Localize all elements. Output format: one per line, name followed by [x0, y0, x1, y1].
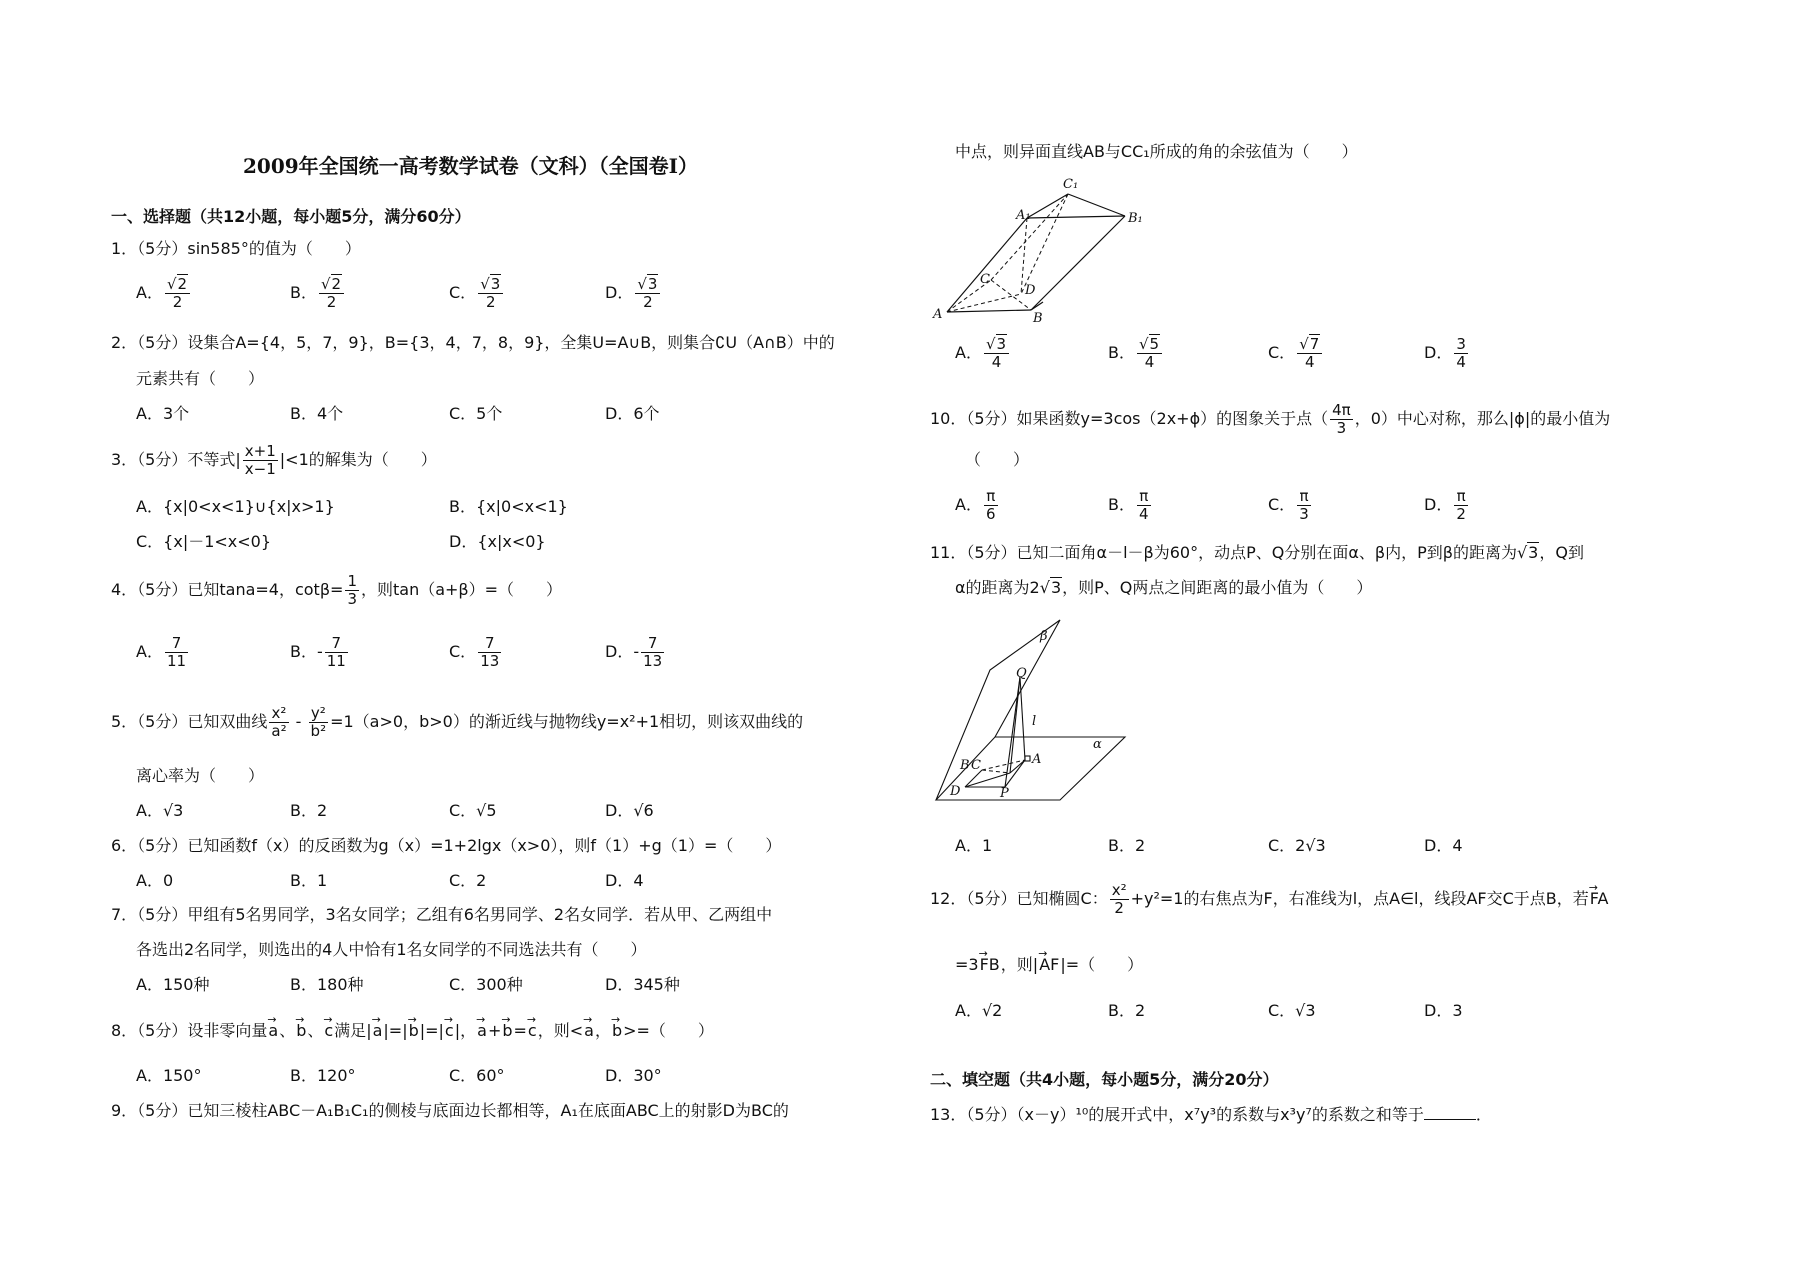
dihedral-angle-diagram — [930, 615, 1130, 805]
question-12-stem-line2: =3→ FB，则|→ AF|=（ ） — [955, 955, 1143, 975]
question-5-option-d: D．√6 — [605, 801, 654, 820]
question-2-stem-line1: 2．（5分）设集合A={4，5，7，9}，B={3，4，7，8，9}，全集U=A∪B，则集合∁U（A∩B）中的 — [111, 333, 835, 352]
label-beta: β — [1040, 629, 1048, 644]
question-8-option-d: D．30° — [605, 1066, 662, 1085]
question-3-stem: 3．（5分）不等式| $\frac{x+1}{x-1}$ |<1的解集为（ ） — [111, 442, 437, 478]
question-12-option-a: A．√2 — [955, 1001, 1003, 1020]
question-5-stem-line2: 离心率为（ ） — [136, 766, 265, 785]
label-c: C — [980, 272, 990, 287]
label-a1: A₁ — [1016, 208, 1031, 223]
question-11-option-a: A．1 — [955, 836, 993, 855]
question-7-option-a: A．150种 — [136, 975, 210, 994]
question-2-option-b: B．4个 — [290, 404, 344, 423]
question-7-option-d: D．345种 — [605, 975, 680, 994]
question-8-option-c: C．60° — [449, 1066, 505, 1085]
label-a: A — [933, 307, 943, 322]
label-c: C — [971, 758, 981, 773]
question-13-stem: 13．（5分）（x－y）¹⁰的展开式中，x⁷y³的系数与x³y⁷的系数之和等于 ． — [930, 1105, 1492, 1124]
question-6-stem: 6．（5分）已知函数f（x）的反函数为g（x）=1+2lgx（x>0），则f（1）+g（1）=（ ） — [111, 836, 782, 855]
question-6-option-a: A．0 — [136, 871, 174, 890]
question-7-stem-line2: 各选出2名同学，则选出的4人中恰有1名女同学的不同选法共有（ ） — [136, 940, 647, 959]
question-12-option-b: B．2 — [1108, 1001, 1146, 1020]
question-10-option-b: B． $\frac{\pi}{4}$ — [1108, 487, 1149, 523]
question-2-option-d: D．6个 — [605, 404, 660, 423]
question-5-stem: 5．（5分）已知双曲线 $\frac{\text{x²}}{\text{a²}}$ - $\frac{\text{y²}}{\text{b²}}$ =1（a>0，b>0）的渐近线与抛物线y=x²+1相切，则该双曲线的 — [111, 704, 804, 740]
question-4-option-d: D．- $\frac{7}{13}$ — [605, 634, 663, 670]
question-7-option-b: B．180种 — [290, 975, 364, 994]
question-4-stem: 4．（5分）已知tana=4，cotβ= $\frac{1}{3}$ ，则tan（a+β）=（ ） — [111, 572, 563, 608]
label-l: l — [1032, 714, 1037, 729]
question-9-option-a: A． $\frac{√3}{4}$ — [955, 336, 1011, 371]
question-10-option-c: C． $\frac{\pi}{3}$ — [1268, 487, 1309, 523]
page-title: 2009年全国统一高考数学试卷（文科）（全国卷I） — [243, 154, 699, 178]
question-6-option-d: D．4 — [605, 871, 644, 890]
label-b1: B₁ — [1128, 211, 1143, 226]
question-11-stem-line1: 11．（5分）已知二面角α－l－β为60°，动点P、Q分别在面α、β内，P到β的距离为√3，Q到 — [930, 543, 1584, 562]
question-12-option-d: D．3 — [1424, 1001, 1463, 1020]
question-2-stem-line2: 元素共有（ ） — [136, 369, 265, 388]
question-12-option-c: C．√3 — [1268, 1001, 1316, 1020]
question-2-option-c: C．5个 — [449, 404, 503, 423]
question-10-option-d: D． $\frac{\pi}{2}$ — [1424, 487, 1466, 523]
question-8-stem: 8．（5分）设非零向量→ a、→ b、→ c满足|→ a|=|→ b|=|→ c|，→ a+→ b=→ c，则<→ a，→ b>=（ ） — [111, 1021, 714, 1041]
question-4-option-c: C． $\frac{7}{13}$ — [449, 634, 500, 670]
section-heading-choice: 一、选择题（共12小题，每小题5分，满分60分） — [111, 207, 471, 226]
prism-diagram — [925, 172, 1155, 322]
question-5-option-b: B．2 — [290, 801, 328, 820]
question-9-option-b: B． $\frac{√5}{4}$ — [1108, 336, 1164, 371]
question-9-stem-line2: 中点，则异面直线AB与CC₁所成的角的余弦值为（ ） — [955, 142, 1358, 161]
question-3-option-a: A．{x|0<x<1}∪{x|x>1} — [136, 497, 335, 516]
label-d: D — [1025, 283, 1036, 298]
question-6-option-c: C．2 — [449, 871, 487, 890]
question-9-option-d: D． $\frac{3}{4}$ — [1424, 335, 1466, 371]
question-12-stem: 12．（5分）已知椭圆C： $\frac{\text{x²}}{2}$ +y²=1的右焦点为F，右准线为l，点A∈l，线段AF交C于点B，若→ FA — [930, 882, 1609, 917]
question-7-stem-line1: 7．（5分）甲组有5名男同学，3名女同学；乙组有6名男同学、2名女同学．若从甲、乙两组中 — [111, 905, 773, 924]
question-8-option-a: A．150° — [136, 1066, 202, 1085]
label-b: B — [1033, 311, 1043, 322]
question-9-stem-line1: 9．（5分）已知三棱柱ABC－A₁B₁C₁的侧棱与底面边长都相等，A₁在底面ABC上的射影D为BC的 — [111, 1101, 789, 1120]
question-3-option-b: B．{x|0<x<1} — [449, 497, 568, 516]
question-8-option-b: B．120° — [290, 1066, 356, 1085]
question-10-option-a: A． $\frac{\pi}{6}$ — [955, 487, 996, 523]
section-heading-fill-in: 二、填空题（共4小题，每小题5分，满分20分） — [930, 1070, 1279, 1089]
question-3-option-c: C．{x|－1<x<0} — [136, 532, 272, 551]
label-d: D — [950, 784, 961, 799]
label-c1: C₁ — [1063, 177, 1079, 192]
question-5-option-a: A．√3 — [136, 801, 184, 820]
question-3-option-d: D．{x|x<0} — [449, 532, 546, 551]
label-b: B — [960, 758, 970, 773]
question-1-stem: 1．（5分）sin585°的值为（ ） — [111, 239, 361, 258]
question-1-option-a: A． $\frac{√2}{2}$ — [136, 276, 192, 311]
question-9-option-c: C． $\frac{√7}{4}$ — [1268, 336, 1324, 371]
question-1-option-d: D． $\frac{√3}{2}$ — [605, 276, 662, 311]
question-1-option-b: B． $\frac{√2}{2}$ — [290, 276, 346, 311]
question-5-option-c: C．√5 — [449, 801, 497, 820]
label-p: P — [1000, 786, 1009, 801]
question-4-option-a: A． $\frac{7}{11}$ — [136, 634, 187, 670]
question-11-option-b: B．2 — [1108, 836, 1146, 855]
label-a: A — [1032, 752, 1042, 767]
question-10-stem-line2: （ ） — [965, 450, 1030, 469]
label-q: Q — [1016, 666, 1027, 681]
question-2-option-a: A．3个 — [136, 404, 190, 423]
question-1-option-c: C． $\frac{√3}{2}$ — [449, 276, 505, 311]
label-alpha: α — [1093, 737, 1102, 752]
question-4-option-b: B．- $\frac{7}{11}$ — [290, 634, 346, 670]
question-11-stem-line2: α的距离为2√3，则P、Q两点之间距离的最小值为（ ） — [955, 578, 1373, 597]
question-7-option-c: C．300种 — [449, 975, 523, 994]
question-10-stem: 10．（5分）如果函数y=3cos（2x+ϕ）的图象关于点（ $\frac{4\pi}{3}$ ，0）中心对称，那么|ϕ|的最小值为 — [930, 401, 1611, 437]
question-11-option-d: D．4 — [1424, 836, 1463, 855]
answer-blank[interactable] — [1424, 1105, 1476, 1120]
question-11-option-c: C．2√3 — [1268, 836, 1326, 855]
question-6-option-b: B．1 — [290, 871, 328, 890]
